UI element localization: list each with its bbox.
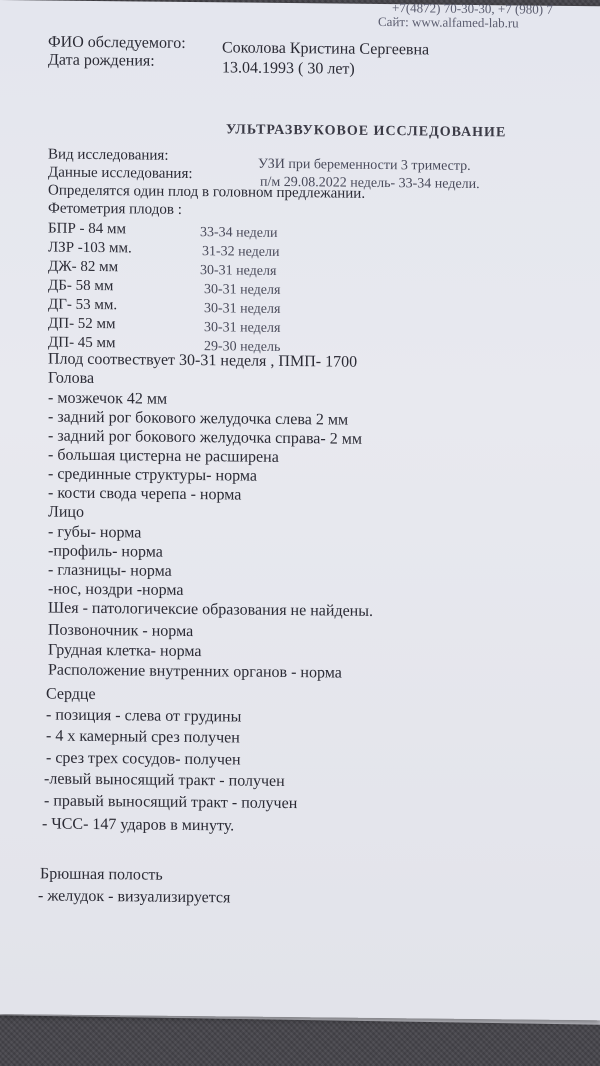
list-item: - желудок - визуализируется — [38, 887, 231, 907]
fetometry-param: ДП- 52 мм — [48, 315, 116, 333]
list-item: - ЧСС- 147 ударов в минуту. — [42, 815, 235, 835]
patient-dob-value: 13.04.1993 ( 30 лет) — [222, 59, 355, 78]
abdomen-title: Брюшная полость — [40, 865, 163, 884]
exam-data-value: п/м 29.08.2022 недель- 33-34 недели. — [260, 174, 480, 193]
fetometry-param: ДП- 45 мм — [48, 334, 116, 352]
fetometry-summary: Плод соотвествует 30-31 неделя , ПМП- 1700 — [48, 350, 358, 371]
fetometry-param: ЛЗР -103 мм. — [48, 239, 132, 257]
chest-line: Грудная клетка- норма — [48, 641, 202, 661]
list-item: -профиль- норма — [48, 542, 163, 561]
list-item: - срединные структуры- норма — [48, 465, 257, 485]
list-item: - глазницы- норма — [48, 561, 172, 580]
list-item: - большая цистерна не расширена — [48, 446, 279, 466]
fetometry-param: ДБ- 58 мм — [48, 277, 114, 295]
exam-type-label: Вид исследования: — [48, 146, 169, 164]
spine-line: Позвоночник - норма — [48, 621, 194, 641]
fetometry-weeks: 29-30 недель — [204, 339, 281, 355]
fetometry-weeks: 30-31 неделя — [204, 301, 281, 317]
header-phone: +7(4872) 70-30-30, +7 (980) 7 — [392, 0, 553, 17]
face-title: Лицо — [48, 503, 84, 521]
exam-data-label: Данные исследования: — [48, 164, 193, 183]
list-item: - мозжечок 42 мм — [48, 389, 168, 408]
fetometry-param: ДГ- 53 мм. — [48, 296, 118, 314]
patient-dob-label: Дата рождения: — [48, 51, 155, 70]
header-site: Сайт: www.alfamed-lab.ru — [378, 13, 519, 31]
organs-line: Расположение внутренних органов - норма — [48, 661, 342, 682]
heart-title: Сердце — [46, 685, 96, 704]
list-item: - срез трех сосудов- получен — [46, 749, 241, 769]
list-item: - 4 х камерный срез получен — [46, 727, 240, 747]
list-item: - задний рог бокового желудочка слева 2 мм — [48, 408, 349, 429]
fetometry-weeks: 30-31 неделя — [204, 282, 281, 298]
fetometry-weeks: 30-31 неделя — [204, 320, 281, 336]
fetometry-param: БПР - 84 мм — [48, 220, 127, 238]
document-title: УЛЬТРАЗВУКОВОЕ ИССЛЕДОВАНИЕ — [226, 122, 507, 141]
exam-type-value: УЗИ при беременности 3 триместр. — [258, 156, 471, 174]
fetometry-weeks: 30-31 неделя — [200, 263, 277, 279]
patient-name-value: Соколова Кристина Сергеевна — [222, 39, 430, 59]
fetometry-param: ДЖ- 82 мм — [48, 258, 119, 276]
list-item: -левый выносящий тракт - получен — [44, 770, 285, 790]
list-item: -нос, ноздри -норма — [48, 580, 184, 599]
list-item: - позиция - слева от грудины — [46, 706, 242, 726]
patient-name-label: ФИО обследуемого: — [48, 33, 186, 52]
list-item: - задний рог бокового желудочка справа- 2 мм — [48, 427, 362, 448]
fetometry-weeks: 31-32 недели — [202, 244, 280, 260]
fetometry-weeks: 33-34 недели — [200, 225, 278, 241]
list-item: - кости свода черепа - норма — [48, 484, 242, 504]
list-item: - правый выносящий тракт - получен — [44, 792, 298, 813]
fetus-position-line: Определятся один плод в головном предлежании. — [48, 182, 366, 202]
neck-line: Шея - патологичексие образования не найдены. — [48, 599, 373, 620]
list-item: - губы- норма — [48, 523, 142, 542]
head-title: Голова — [48, 369, 95, 387]
fetometry-title: Фетометрия плодов : — [48, 200, 182, 218]
